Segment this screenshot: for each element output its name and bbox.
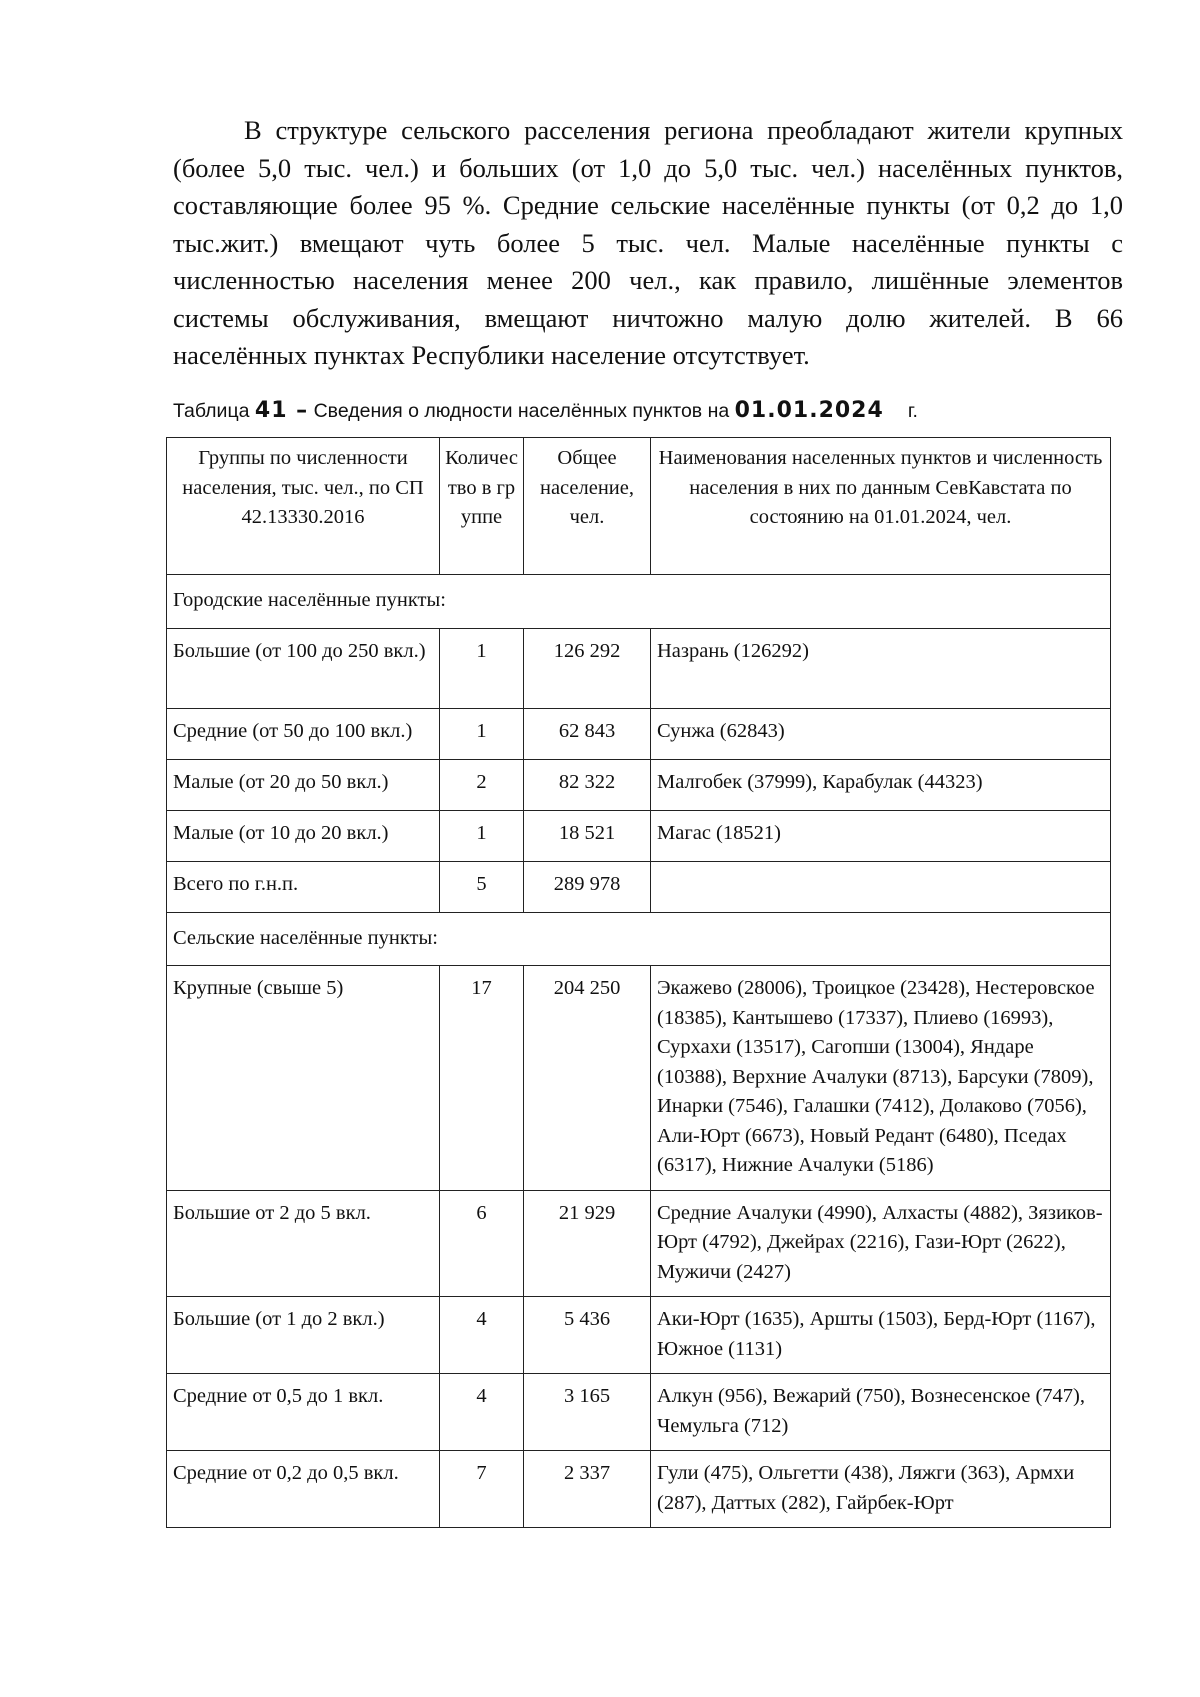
row-names: Средние Ачалуки (4990), Алхасты (4882), Зязиков-Юрт (4792), Джейрах (2216), Гази-Юрт (2622), Мужичи (2427) bbox=[651, 1190, 1111, 1297]
rural-section-row bbox=[167, 912, 1111, 966]
row-count: 6 bbox=[440, 1190, 524, 1297]
row-population: 2 337 bbox=[524, 1451, 651, 1528]
row-group: Средние (от 50 до 100 вкл.) bbox=[167, 708, 440, 759]
table-row bbox=[167, 759, 1111, 810]
table-row bbox=[167, 708, 1111, 759]
row-names: Сунжа (62843) bbox=[651, 708, 1111, 759]
row-count: 7 bbox=[440, 1451, 524, 1528]
table-row bbox=[167, 1451, 1111, 1528]
row-population: 62 843 bbox=[524, 708, 651, 759]
row-population: 5 436 bbox=[524, 1297, 651, 1374]
table-caption bbox=[173, 398, 918, 424]
row-count: 4 bbox=[440, 1297, 524, 1374]
row-population: 126 292 bbox=[524, 628, 651, 708]
row-population: 21 929 bbox=[524, 1190, 651, 1297]
table-row bbox=[167, 1190, 1111, 1297]
caption-table-number: 41 – bbox=[254, 398, 309, 423]
row-population: 18 521 bbox=[524, 810, 651, 861]
row-group: Всего по г.н.п. bbox=[167, 861, 440, 912]
row-population: 289 978 bbox=[524, 861, 651, 912]
row-count: 1 bbox=[440, 810, 524, 861]
table-row bbox=[167, 1297, 1111, 1374]
caption-date: 01.01.2024 bbox=[734, 398, 884, 423]
urban-section-row bbox=[167, 575, 1111, 629]
row-group: Большие (от 100 до 250 вкл.) bbox=[167, 628, 440, 708]
caption-suffix: г. bbox=[907, 400, 918, 422]
row-population: 204 250 bbox=[524, 966, 651, 1191]
row-group: Большие (от 1 до 2 вкл.) bbox=[167, 1297, 440, 1374]
table-row bbox=[167, 628, 1111, 708]
row-count: 1 bbox=[440, 628, 524, 708]
row-group: Малые (от 10 до 20 вкл.) bbox=[167, 810, 440, 861]
table-header-row bbox=[167, 438, 1111, 575]
row-names: Алкун (956), Вежарий (750), Вознесенское (747), Чемульга (712) bbox=[651, 1374, 1111, 1451]
urban-section-label: Городские населённые пункты: bbox=[167, 575, 1111, 629]
row-names bbox=[651, 861, 1111, 912]
caption-prefix: Таблица bbox=[173, 400, 250, 422]
row-count: 2 bbox=[440, 759, 524, 810]
row-group: Средние от 0,2 до 0,5 вкл. bbox=[167, 1451, 440, 1528]
row-names: Экажево (28006), Троицкое (23428), Нестеровское (18385), Кантышево (17337), Плиево (16993), Сурхахи (13517), Сагопши (13004), Яндаре (10388), Верхние Ачалуки (8713), Барсуки (7809), Инарки (7546), Галашки (7412), Долаково (7056), Али-Юрт (6673), Новый Редант (6480), Пседах (6317), Нижние Ачалуки (5186) bbox=[651, 966, 1111, 1191]
row-count: 5 bbox=[440, 861, 524, 912]
rural-section-label: Сельские населённые пункты: bbox=[167, 912, 1111, 966]
table-row-total bbox=[167, 861, 1111, 912]
table-row bbox=[167, 966, 1111, 1191]
row-count: 4 bbox=[440, 1374, 524, 1451]
row-group: Крупные (свыше 5) bbox=[167, 966, 440, 1191]
table-row bbox=[167, 1374, 1111, 1451]
row-count: 17 bbox=[440, 966, 524, 1191]
header-count: Количество в группе bbox=[440, 438, 524, 575]
row-names: Гули (475), Ольгетти (438), Ляжги (363), Армхи (287), Даттых (282), Гайрбек-Юрт bbox=[651, 1451, 1111, 1528]
row-population: 82 322 bbox=[524, 759, 651, 810]
caption-text: Сведения о людности населённых пунктов на bbox=[313, 400, 730, 422]
row-group: Средние от 0,5 до 1 вкл. bbox=[167, 1374, 440, 1451]
row-names: Магас (18521) bbox=[651, 810, 1111, 861]
row-names: Назрань (126292) bbox=[651, 628, 1111, 708]
row-names: Малгобек (37999), Карабулак (44323) bbox=[651, 759, 1111, 810]
intro-paragraph-text: В структуре сельского расселения региона преобладают жители крупных (более 5,0 тыс. чел.) и больших (от 1,0 до 5,0 тыс. чел.) населённых пунктов, составляющие более 95 %. Средние сельские населённые пункты (от 0,2 до 1,0 тыс.жит.) вмещают чуть более 5 тыс. чел. Малые населённые пункты с численностью населения менее 200 чел., как правило, лишённые элементов системы обслуживания, вмещают ничтожно малую долю жителей. В 66 населённых пунктах Республики население отсутствует. bbox=[173, 115, 1123, 370]
row-group: Большие от 2 до 5 вкл. bbox=[167, 1190, 440, 1297]
row-count: 1 bbox=[440, 708, 524, 759]
row-group: Малые (от 20 до 50 вкл.) bbox=[167, 759, 440, 810]
settlements-table bbox=[166, 437, 1111, 1528]
header-population: Общее население, чел. bbox=[524, 438, 651, 575]
row-population: 3 165 bbox=[524, 1374, 651, 1451]
table-row bbox=[167, 810, 1111, 861]
header-names: Наименования населенных пунктов и численность населения в них по данным СевКавстата по состоянию на 01.01.2024, чел. bbox=[651, 438, 1111, 575]
intro-paragraph bbox=[173, 112, 1123, 375]
row-names: Аки-Юрт (1635), Аршты (1503), Берд-Юрт (1167), Южное (1131) bbox=[651, 1297, 1111, 1374]
header-group: Группы по численности населения, тыс. чел., по СП 42.13330.2016 bbox=[167, 438, 440, 575]
